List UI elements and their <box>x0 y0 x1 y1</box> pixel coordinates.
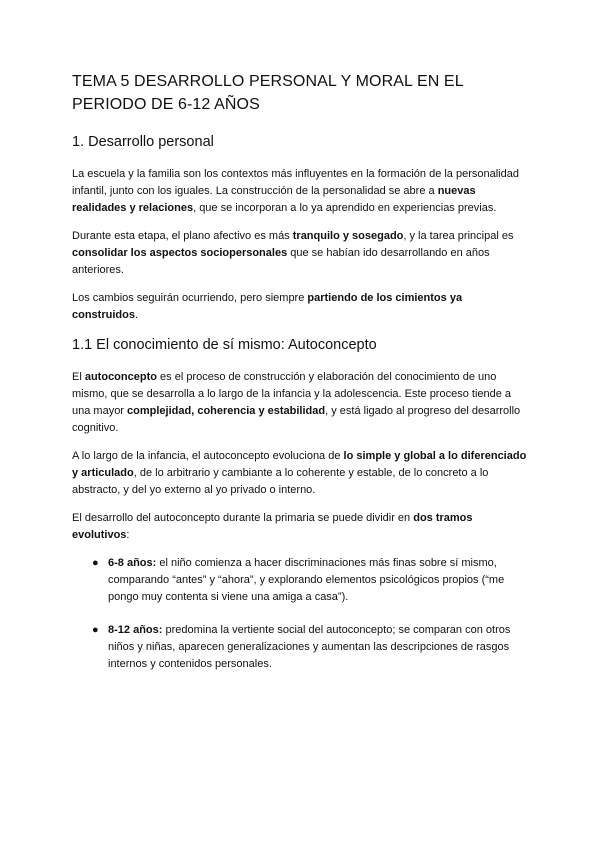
text-run: El <box>72 371 85 383</box>
bold-run: tranquilo y sosegado <box>292 230 404 242</box>
text-run: Durante esta etapa, el plano afectivo es más <box>72 230 293 242</box>
bullet-icon: ● <box>92 557 99 569</box>
bold-run: consolidar los aspectos sociopersonales <box>72 247 288 259</box>
bullet-list-tramos <box>72 555 528 673</box>
text-run: que se habían ido desarrollando en años anteriores. <box>72 247 490 276</box>
paragraph-evolucion <box>72 448 528 499</box>
text-run: El desarrollo del autoconcepto durante la primaria se puede dividir en <box>72 512 414 524</box>
text-run: Los cambios seguirán ocurriendo, pero siempre <box>72 292 308 304</box>
text-run: , de lo arbitrario y cambiante a lo coherente y estable, de lo concreto a lo abstracto, y del yo externo al yo privado o interno. <box>72 467 489 496</box>
bold-run: lo simple y global a lo diferenciado y articulado <box>72 450 527 479</box>
paragraph-plano-afectivo <box>72 228 528 279</box>
document-content <box>72 70 528 689</box>
paragraph-cambios <box>72 290 528 324</box>
bold-run: autoconcepto <box>84 371 157 383</box>
list-item <box>92 622 528 673</box>
bold-run: dos tramos evolutivos <box>72 512 473 541</box>
text-run: predomina la vertiente social del autoconcepto; se comparan con otros niños y niñas, aparecen generalizaciones y aumentan las descripciones de rasgos internos y contenidos personales. <box>108 624 511 670</box>
list-item <box>92 555 528 606</box>
paragraph-tramos <box>72 510 528 544</box>
section-heading-autoconcepto: 1.1 El conocimiento de sí mismo: Autoconcepto <box>72 337 377 353</box>
document-title: TEMA 5 DESARROLLO PERSONAL Y MORAL EN EL PERIODO DE 6-12 AÑOS <box>72 73 464 113</box>
section-heading-desarrollo-personal: 1. Desarrollo personal <box>72 134 214 150</box>
bold-run: partiendo de los cimientos ya construidos <box>72 292 463 321</box>
text-run: A lo largo de la infancia, el autoconcepto evoluciona de <box>72 450 344 462</box>
bold-run: nuevas realidades y relaciones <box>72 185 476 214</box>
bold-run: 8-12 años: <box>108 624 163 636</box>
text-run: . <box>134 309 139 321</box>
text-run: , y está ligado al progreso del desarrollo cognitivo. <box>72 405 521 434</box>
bold-run: complejidad, coherencia y estabilidad <box>127 405 326 417</box>
bold-run: 6-8 años: <box>108 557 157 569</box>
bullet-icon: ● <box>92 624 99 636</box>
paragraph-autoconcepto-definicion <box>72 369 528 437</box>
text-run: , que se incorporan a lo ya aprendido en experiencias previas. <box>193 202 497 214</box>
text-run: La escuela y la familia son los contextos más influyentes en la formación de la personalidad infantil, junto con los iguales. La construcción de la personalidad se abre a <box>72 168 519 197</box>
text-run: es el proceso de construcción y elaboración del conocimiento de uno mismo, que se desarrolla a lo largo de la infancia y la adolescencia. Este proceso tiende a una mayor <box>72 371 512 417</box>
text-run: el niño comienza a hacer discriminaciones más finas sobre sí mismo, comparando “antes” y “ahora”, y explorando elementos psicológicos propios (“me pongo muy contenta si viene una amiga a casa”). <box>108 557 505 603</box>
paragraph-escuela-familia <box>72 166 528 217</box>
text-run: : <box>126 529 130 541</box>
text-run: , y la tarea principal es <box>403 230 514 242</box>
